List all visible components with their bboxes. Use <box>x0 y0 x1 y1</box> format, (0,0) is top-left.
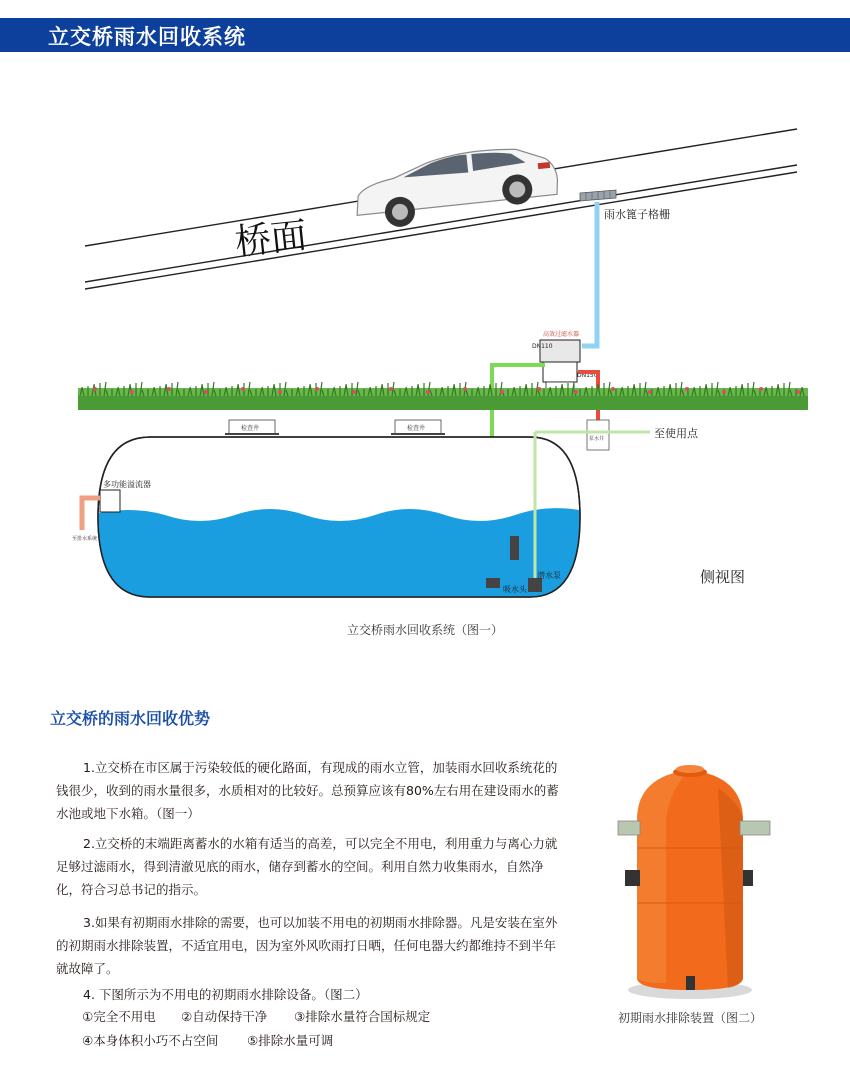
rainwater-system-diagram <box>0 60 850 640</box>
figure1-caption: 立交桥雨水回收系统（图一） <box>346 623 503 637</box>
filter-label: 高效过滤水器 <box>543 331 580 338</box>
p3-line-3: 就故障了。 <box>56 961 119 976</box>
page-title: 立交桥雨水回收系统 <box>48 25 246 49</box>
p1-line-1: 1.立交桥在市区属于污染较低的硬化路面，有现成的雨水立管，加装雨水回收系统花的 <box>83 760 558 775</box>
option-3: ③排除水量符合国标规定 <box>294 1009 431 1024</box>
paragraph-1 <box>56 756 601 825</box>
pump-well <box>587 420 609 450</box>
side-view-label: 侧视图 <box>700 568 746 586</box>
storage-tank <box>90 437 590 600</box>
section-title: 立交桥的雨水回收优势 <box>50 709 211 728</box>
pump-label: 潜水泵 <box>537 571 561 580</box>
overflow-out-label: 至排水系统 <box>72 536 98 542</box>
inspection-well-2-label: 检查井 <box>407 425 426 432</box>
pipe-label-dn110: DN110 <box>532 343 553 350</box>
p3-line-1: 3.如果有初期雨水排除的需要，也可以加装不用电的初期雨水排除器。凡是安装在室外 <box>83 915 558 930</box>
paragraph-3 <box>56 911 601 980</box>
option-4: ④本身体积小巧不占空间 <box>82 1033 219 1048</box>
paragraph-2 <box>56 832 601 901</box>
inspection-well-1-label: 检查井 <box>241 425 260 432</box>
grate-icon <box>580 190 616 201</box>
overflow-label: 多功能溢流器 <box>103 480 151 489</box>
car-icon <box>352 143 561 231</box>
road-label: 桥面 <box>232 215 309 264</box>
use-point-label: 至使用点 <box>654 427 698 440</box>
paragraph-4 <box>56 983 601 1006</box>
p1-line-3: 水池或地下水箱。（图一） <box>56 806 200 821</box>
p2-line-3: 化，符合习总书记的指示。 <box>56 882 207 897</box>
grate-label: 雨水篦子格栅 <box>604 208 670 221</box>
p2-line-2: 足够过滤雨水，得到清澈见底的雨水，储存到蓄水的空间。利用自然力收集雨水，自然净 <box>56 859 544 874</box>
initial-rain-discharge-device <box>600 758 780 1003</box>
downpipe <box>582 202 597 346</box>
p4-line: 4. 下图所示为不用电的初期雨水排除设备。（图二） <box>83 987 368 1002</box>
pump-well-label: 泵水井 <box>589 436 605 442</box>
intake-label: 吸水头 <box>503 585 527 594</box>
p1-line-2: 钱很少，收到的雨水量很多，水质相对的比较好。总预算应该有80%左右用在建设雨水的蓄 <box>56 783 559 798</box>
option-2: ②自动保持干净 <box>181 1009 268 1024</box>
pipe-label-dn150: DN150 <box>577 372 598 379</box>
p2-line-1: 2.立交桥的末端距离蓄水的水箱有适当的高差，可以完全不用电，利用重力与离心力就 <box>83 836 558 851</box>
figure2-caption: 初期雨水排除装置（图二） <box>617 1011 762 1025</box>
bridge-road <box>85 129 797 289</box>
header-bar <box>0 18 850 52</box>
p3-line-2: 的初期雨水排除装置，不适宜用电，因为室外风吹雨打日晒，任何电器大约都维持不到半年 <box>56 938 557 953</box>
option-1: ①完全不用电 <box>82 1009 156 1024</box>
option-5: ⑤排除水量可调 <box>247 1033 334 1048</box>
